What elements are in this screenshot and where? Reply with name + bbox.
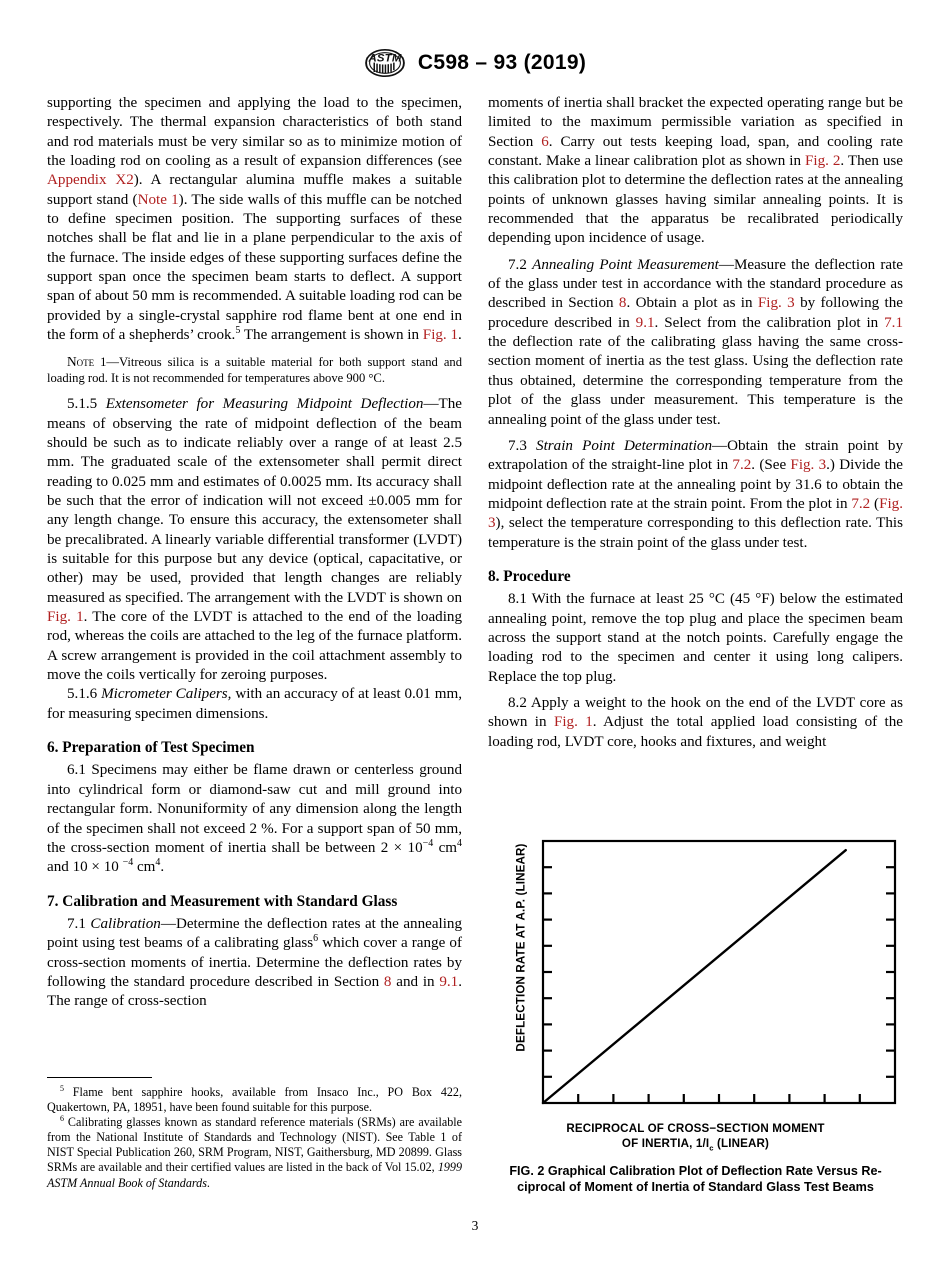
text-run: with an accuracy of at least 0.01 mm, for measuring specimen dimensions.	[47, 686, 462, 722]
astm-logo-icon	[364, 48, 408, 78]
clause-title: Strain Point Determination	[536, 437, 713, 454]
paragraph-7-1	[47, 915, 462, 1012]
paragraph-continuation	[47, 94, 462, 345]
y-axis-label: DEFLECTION RATE AT A.P. (LINEAR)	[514, 843, 528, 1052]
text-run: 8.2 Apply a weight to the hook on the end of the LVDT core as shown in	[488, 694, 903, 731]
link-appendix-x2[interactable]: Appendix X2	[47, 172, 134, 189]
exponent: −4	[422, 837, 434, 849]
clause-title: Extensometer for Measuring Midpoint Deflection	[105, 396, 424, 413]
text-run: and 10 × 10	[47, 859, 123, 876]
text-run: —Measure the deflection rate of the glass under test in accordance with the standard procedure as described in Section	[488, 256, 903, 312]
footnote-6	[47, 1115, 462, 1190]
text-run: .) Divide the midpoint deflection rate at the annealing point by 31.6 to obtain the midpoint deflection rate at the strain point. From the plot in	[488, 457, 904, 512]
figure-caption	[488, 1163, 903, 1196]
link-note-1[interactable]: Note 1	[137, 191, 179, 208]
text-run: 6.1 Specimens may either be flame drawn or centerless ground into cylindrical form or diamond-saw cut and mill ground into rectangular form. Nonuniformity of any dimension along the length of the specimen shall not exceed 2 %. For a support span of 50 mm, the cross-section moment of inertia shall be between 2 × 10	[47, 762, 462, 856]
clause-number: 7.1	[67, 915, 91, 932]
clause-title: Calibration	[90, 915, 161, 932]
paragraph-7-3	[488, 437, 903, 553]
figure-caption-line2: ciprocal of Moment of Inertia of Standard Glass Test Beams	[517, 1180, 874, 1195]
paragraph-8-2	[488, 694, 903, 752]
text-run: (	[870, 495, 880, 512]
plot-frame	[543, 841, 895, 1103]
text-run: the deflection rate of the calibrating glass having the same cross-section moment of inertia as the test glass. Using the deflection rate thus obtained, determine the corresponding temperature from the plot of the glass under measurement. This temperature is the annealing point of the glass under test.	[488, 334, 903, 428]
link-section-8[interactable]: 8	[383, 973, 392, 990]
link-fig-3[interactable]: Fig. 3	[757, 295, 795, 312]
footnote-text: Flame bent sapphire hooks, available from Insaco Inc., PO Box 422, Quakertown, PA, 18951, have been found suitable for this purpose.	[47, 1085, 462, 1115]
section-heading-6: 6. Preparation of Test Specimen	[47, 739, 255, 757]
calibration-plot	[488, 833, 903, 1152]
note-number: 1	[94, 355, 107, 370]
left-column	[47, 94, 462, 1012]
paragraph-7-2	[488, 256, 903, 430]
text-run: . Then use this calibration plot to determine the deflection rates at the annealing points of unknown glasses having similar annealing points. It is recommended that the apparatus be recalibrated periodically depending upon incidence of usage.	[488, 153, 903, 247]
link-fig-3[interactable]: Fig. 3	[488, 495, 903, 532]
link-fig-1[interactable]: Fig. 1	[553, 714, 593, 731]
text-run: —Obtain the strain point by extrapolation of the straight-line plot in	[488, 437, 903, 474]
text-run: cm	[133, 859, 156, 876]
text-run: cm	[433, 839, 458, 856]
footnote-marker: 6	[60, 1114, 64, 1124]
link-9-1[interactable]: 9.1	[635, 314, 655, 331]
clause-number: 7.2	[508, 256, 533, 273]
text-run: . The range of cross-section	[47, 973, 462, 1010]
text-run: by following the procedure described in	[488, 295, 903, 331]
exponent: 4	[457, 837, 463, 849]
text-run: . Carry out tests keeping load, span, and cooling rate constant. Make a linear calibration plot as shown in	[488, 133, 903, 170]
footnote-text: Calibrating glasses known as standard reference materials (SRMs) are available from the National Institute of Standards and Technology (NIST). See Table 1 of NIST Special Publication 260, SRM Program, NIST, Gaithersburg, MD 20899. Glass SRMs are available and their certified values are listed in the back of Vol 15.02,	[47, 1115, 462, 1175]
link-fig-1[interactable]: Fig. 1	[422, 327, 459, 344]
footnote-ref-6[interactable]: 6	[313, 933, 319, 945]
footnote-5	[47, 1085, 462, 1115]
link-7-2[interactable]: 7.2	[851, 495, 871, 512]
note-label: Note	[67, 354, 95, 370]
link-7-1[interactable]: 7.1	[884, 314, 903, 331]
text-run: moments of inertia shall bracket the expected operating range but be limited to the maximum permissible variation as specified in Section	[488, 95, 903, 150]
page-header	[0, 48, 950, 78]
text-run: and in	[391, 973, 440, 990]
standard-designation: C598 – 93 (2019)	[417, 50, 587, 74]
footnote-text: .	[206, 1175, 210, 1190]
paragraph-5-1-5	[47, 395, 462, 685]
text-run: . (See	[751, 457, 791, 474]
x-axis-label-line2	[488, 1137, 903, 1152]
x-axis-label-line1: RECIPROCAL OF CROSS−SECTION MOMENT	[566, 1122, 825, 1135]
text-run: ). A rectangular alumina muffle makes a suitable support stand (	[47, 172, 462, 208]
text-run: . Select from the calibration plot in	[654, 314, 885, 331]
paragraph-spacer	[488, 249, 903, 256]
section-heading-8: 8. Procedure	[488, 567, 571, 585]
text-run: . Adjust the total applied load consisting of the loading rod, LVDT core, hooks and fixtures, and weight	[488, 714, 903, 750]
text-run: . The core of the LVDT is attached to the end of the loading rod, whereas the coils are attached to the leg of the furnace platform. A screw arrangement is provided in the coil attachment assembly to move the coils vertically for zeroing purposes.	[47, 609, 462, 684]
footnote-marker: 5	[60, 1083, 64, 1093]
clause-title: Annealing Point Measurement	[532, 256, 719, 273]
link-fig-2[interactable]: Fig. 2	[804, 153, 841, 170]
subscript-c: c	[709, 1142, 714, 1152]
paragraph-continuation	[488, 94, 903, 249]
paragraph-spacer	[488, 687, 903, 694]
footnote-ref-5[interactable]: 5	[235, 325, 241, 337]
footnote-italic-title: 1999 ASTM Annual Book of Standards	[47, 1160, 462, 1190]
clause-number: 7.3	[508, 437, 537, 454]
paragraph-spacer	[488, 430, 903, 437]
paragraph-8-1: 8.1 With the furnace at least 25 °C (45 °F) below the estimated annealing point, remove the top plug and place the specimen beam across the support stand at the notch points. Carefully engage the loading rod to the specimen and center it using long calipers. Replace the top plug.	[488, 591, 903, 685]
text-run: supporting the specimen and applying the load to the specimen, respectively. The thermal expansion characteristics of both stand and rod materials must be very similar so as to minimize motion of the loading rod on cooling as a result of expansion differences (see	[47, 95, 462, 170]
figure-2	[488, 833, 903, 1195]
text-run: —The means of observing the rate of midpoint deflection of the beam should be such as to indicate reliably over a range of at least 2.5 mm. The graduated scale of the extensometer shall permit direct reading to 0.025 mm and estimates of 0.0025 mm. Its accuracy shall be such that the error of indication will not exceed ±0.005 mm for any length change. To ensure this accuracy, the extensometer shall be precalibrated. A linearly variable differential transformer (LVDT) is suitable for this purpose but any device (optical, capacitative, or other) may be used, provided that length changes are reliably measured as specified. The arrangement with the LVDT is shown on	[47, 396, 462, 606]
link-7-2[interactable]: 7.2	[732, 457, 752, 474]
right-column	[488, 94, 903, 752]
clause-number: 5.1.5	[67, 396, 106, 413]
link-9-1[interactable]: 9.1	[439, 973, 459, 990]
text-run: (LINEAR)	[713, 1136, 770, 1150]
plot-svg	[488, 833, 903, 1118]
clause-number: 5.1.6	[67, 686, 102, 703]
exponent: 4	[155, 857, 161, 869]
text-run: ), select the temperature corresponding to this deflection rate. This temperature is the strain point of the glass under test.	[488, 515, 903, 551]
paragraph-6-1	[47, 761, 462, 877]
text-run: .	[160, 859, 165, 876]
footnotes-block	[47, 1077, 462, 1191]
svg-text:ASTM: ASTM	[368, 52, 402, 65]
footnote-separator-rule	[47, 1077, 152, 1078]
note-1-paragraph	[47, 354, 462, 386]
section-heading-7: 7. Calibration and Measurement with Standard Glass	[47, 892, 398, 910]
link-fig-1[interactable]: Fig. 1	[47, 609, 84, 626]
x-axis-label	[488, 1122, 903, 1151]
text-run: —Determine the deflection rates at the annealing point using test beams of a calibrating glass	[47, 915, 463, 952]
text-run: OF INERTIA, 1/I	[621, 1136, 710, 1150]
link-fig-3[interactable]: Fig. 3	[790, 457, 827, 474]
text-run: The arrangement is shown in	[240, 327, 423, 344]
page-number: 3	[471, 1218, 479, 1233]
text-run: .	[458, 327, 462, 344]
exponent: −4	[122, 857, 134, 869]
figure-caption-line1: FIG. 2 Graphical Calibration Plot of Deflection Rate Versus Re-	[509, 1164, 882, 1178]
text-run: which cover a range of cross-section moments of inertia. Determine the deflection rates by following the standard procedure described in Section	[47, 935, 462, 990]
note-text: —Vitreous silica is a suitable material for both support stand and loading rod. It is not recommended for temperatures above 900 °C.	[47, 355, 462, 385]
link-section-8[interactable]: 8	[618, 295, 627, 312]
text-run: . Obtain a plot as in	[626, 295, 758, 312]
text-run: ). The side walls of this muffle can be notched to define specimen position. The supporting surfaces of these notches shall be flat and lie in a plane perpendicular to the axis of the furnace. The inside edges of these supporting surfaces define the support span once the specimen beam starts to deflect. A support span of about 50 mm is recommended. A suitable loading rod can be provided by a single-crystal sapphire rod flame bent at one end in the form of a shepherds’ crook.	[47, 191, 462, 344]
link-section-6[interactable]: 6	[541, 133, 549, 150]
paragraph-5-1-6	[47, 685, 462, 724]
clause-title: Micrometer Calipers,	[101, 686, 232, 703]
